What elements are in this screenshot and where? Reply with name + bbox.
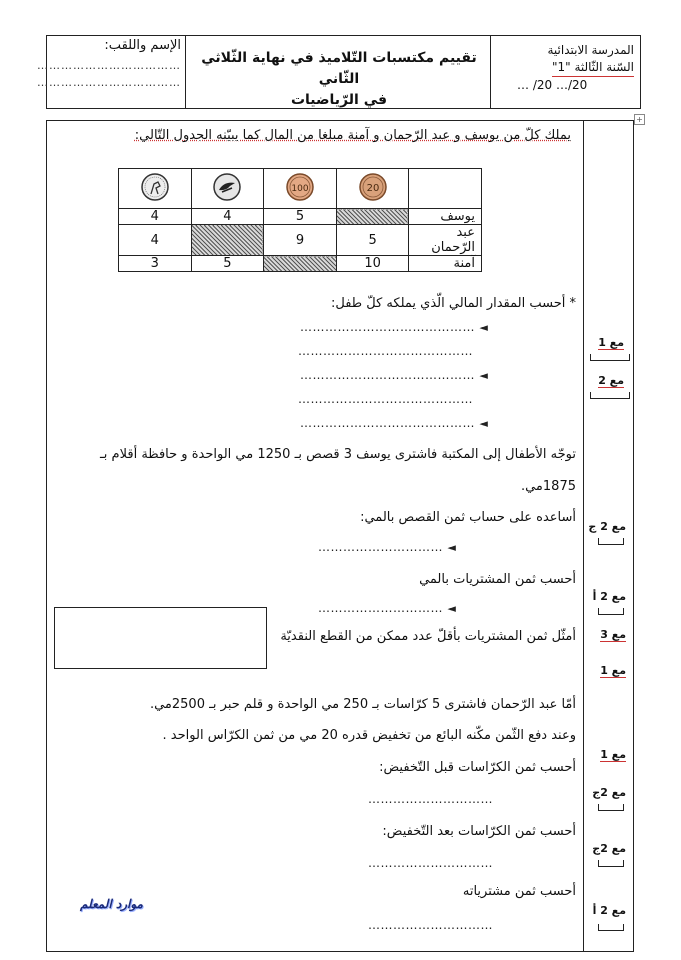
answer-line-6[interactable]	[318, 540, 456, 554]
title-line-2: في الرّياضيات	[290, 92, 388, 108]
question-6: أحسب ثمن الكرّاسات بعد التّخفيض:	[382, 824, 576, 839]
answer-dots: …………………………	[368, 792, 493, 806]
problem-3-line-1: أمّا عبد الرّحمان فاشترى 5 كرّاسات بـ 250 مي الواحدة و قلم حبر بـ 2500مي.	[149, 697, 576, 712]
table-corner	[409, 169, 482, 209]
criterion-label: مع 2	[598, 374, 624, 387]
answer-dots: …………………………	[368, 856, 493, 870]
question-4: أمثّل ثمن المشتريات بأقلّ عدد ممكن من القطع النقديّة	[280, 629, 576, 644]
answer-dots: ……………………………………	[298, 344, 473, 358]
criterion-3	[590, 520, 626, 533]
criterion-10-score[interactable]	[598, 924, 624, 931]
cell-yousef-20	[336, 209, 409, 225]
criterion-label: مع 2 ج	[588, 520, 626, 533]
header-divider-left	[185, 36, 186, 108]
criterion-8-score[interactable]	[598, 804, 624, 811]
name-label: الإسم واللقب:	[104, 38, 181, 53]
criterion-1-score[interactable]	[590, 354, 630, 361]
question-1: * أحسب المقدار المالي الّذي يملكه كلّ طفل:	[330, 296, 576, 311]
criterion-4-score[interactable]	[598, 608, 624, 615]
coin-20-icon	[358, 172, 388, 202]
answer-line-7[interactable]	[318, 601, 456, 615]
criterion-6	[594, 664, 626, 677]
coin-100-icon	[285, 172, 315, 202]
coin-bird-dark-header	[191, 169, 264, 209]
criterion-1	[592, 336, 624, 349]
row-name-abderrahmane: عبد الرّحمان	[409, 225, 482, 256]
criterion-9-score[interactable]	[598, 860, 624, 867]
question-2: أساعده على حساب ثمن القصص بالمي:	[360, 510, 576, 525]
answer-line-5[interactable]	[300, 416, 488, 430]
problem-2-line-2: 1875مي.	[520, 479, 576, 494]
criterion-label: مع 3	[600, 628, 626, 641]
answer-line-9[interactable]	[368, 856, 493, 870]
answer-line-3[interactable]	[300, 368, 488, 382]
arrow-left-icon: ◄	[447, 541, 457, 554]
exam-title	[193, 48, 485, 111]
criterion-3-score[interactable]	[598, 538, 624, 545]
criterion-label: مع 1	[600, 748, 626, 761]
arrow-left-icon: ◄	[447, 602, 457, 615]
criterion-10	[594, 904, 626, 917]
answer-line-8[interactable]	[368, 792, 493, 806]
header-divider-right	[490, 36, 491, 108]
coin-bird-icon	[212, 172, 242, 202]
criterion-label: مع 1	[598, 336, 624, 349]
arrow-left-icon: ◄	[479, 369, 489, 382]
answer-line-4[interactable]	[298, 392, 473, 406]
coin-figure-icon	[140, 172, 170, 202]
watermark-stamp: موارد المعلم	[80, 897, 143, 911]
arrow-left-icon: ◄	[479, 417, 489, 430]
criterion-9	[594, 842, 626, 855]
header-box	[37, 35, 641, 109]
question-5: أحسب ثمن الكرّاسات قبل التّخفيض:	[379, 760, 576, 775]
cell-abderrahmane-20: 5	[336, 225, 409, 256]
criterion-2	[592, 374, 624, 387]
coin-20-label: 20	[366, 182, 379, 194]
answer-dots: …………………………	[318, 540, 443, 554]
cell-amna-100	[264, 256, 337, 272]
row-name-amna: آمنة	[409, 256, 482, 272]
criterion-8	[594, 786, 626, 799]
row-name-yousef: يوسف	[409, 209, 482, 225]
coins-drawing-box[interactable]	[54, 607, 267, 669]
title-line-1: تقييم مكتسبات التّلاميذ في نهاية الثّلاثي الثّاني	[201, 50, 477, 87]
school-name: المدرسة الابتدائية	[547, 43, 634, 57]
coin-100-label: 100	[291, 183, 309, 194]
date-field: … /20 …/20	[517, 78, 588, 92]
answer-dots: ……………………………………	[298, 392, 473, 406]
cell-yousef-bird: 4	[191, 209, 264, 225]
criterion-label: مع 2 أ	[592, 590, 626, 603]
intro-text: يملك كلّ من يوسف و عبد الرّحمان و آمنة مبلغا من المال كما يبيّنه الجدول التّالي:	[134, 128, 571, 143]
name-field[interactable]: ………………………………	[37, 59, 181, 72]
coin-20-header	[336, 169, 409, 209]
name-field-2[interactable]: ………………………………	[37, 76, 181, 89]
problem-3-line-2: وعند دفع الثّمن مكّنه البائع من تخفيض قدره 20 مي من ثمن الكرّاس الواحد .	[162, 728, 576, 743]
answer-dots: ……………………………………	[300, 368, 475, 382]
answer-line-10[interactable]	[368, 918, 493, 932]
criterion-4	[594, 590, 626, 603]
cell-yousef-100: 5	[264, 209, 337, 225]
criterion-7	[594, 748, 626, 761]
answer-dots: ……………………………………	[300, 320, 475, 334]
problem-2-line-1: توجّه الأطفال إلى المكتبة فاشترى يوسف 3 قصص بـ 1250 مي الواحدة و حافظة أقلام بـ	[100, 447, 576, 462]
cell-abderrahmane-figure: 4	[119, 225, 192, 256]
coin-figure-header	[119, 169, 192, 209]
criterion-label: مع 2ج	[592, 842, 626, 855]
criteria-margin-divider	[583, 120, 584, 952]
cell-amna-bird: 5	[191, 256, 264, 272]
answer-dots: ……………………………………	[300, 416, 475, 430]
class-name: السّنة الثّالثة "1"	[552, 59, 634, 77]
coin-100-header	[264, 169, 337, 209]
criterion-2-score[interactable]	[590, 392, 630, 399]
cell-amna-figure: 3	[119, 256, 192, 272]
student-name-area	[37, 38, 181, 89]
criterion-label: مع 2ج	[592, 786, 626, 799]
answer-dots: …………………………	[318, 601, 443, 615]
table-move-handle-icon[interactable]: +	[634, 114, 645, 125]
cell-yousef-figure: 4	[119, 209, 192, 225]
answer-line-1[interactable]	[300, 320, 488, 334]
money-table	[118, 168, 482, 272]
school-info	[499, 42, 634, 94]
criterion-5	[594, 628, 626, 641]
answer-dots: …………………………	[368, 918, 493, 932]
question-7: أحسب ثمن مشترياته	[462, 884, 576, 899]
arrow-left-icon: ◄	[479, 321, 489, 334]
cell-abderrahmane-bird	[191, 225, 264, 256]
question-3: أحسب ثمن المشتريات بالمي	[419, 572, 576, 587]
cell-abderrahmane-100: 9	[264, 225, 337, 256]
criterion-label: مع 1	[600, 664, 626, 677]
criterion-label: مع 2 أ	[592, 904, 626, 917]
answer-line-2[interactable]	[298, 344, 473, 358]
cell-amna-20: 10	[336, 256, 409, 272]
